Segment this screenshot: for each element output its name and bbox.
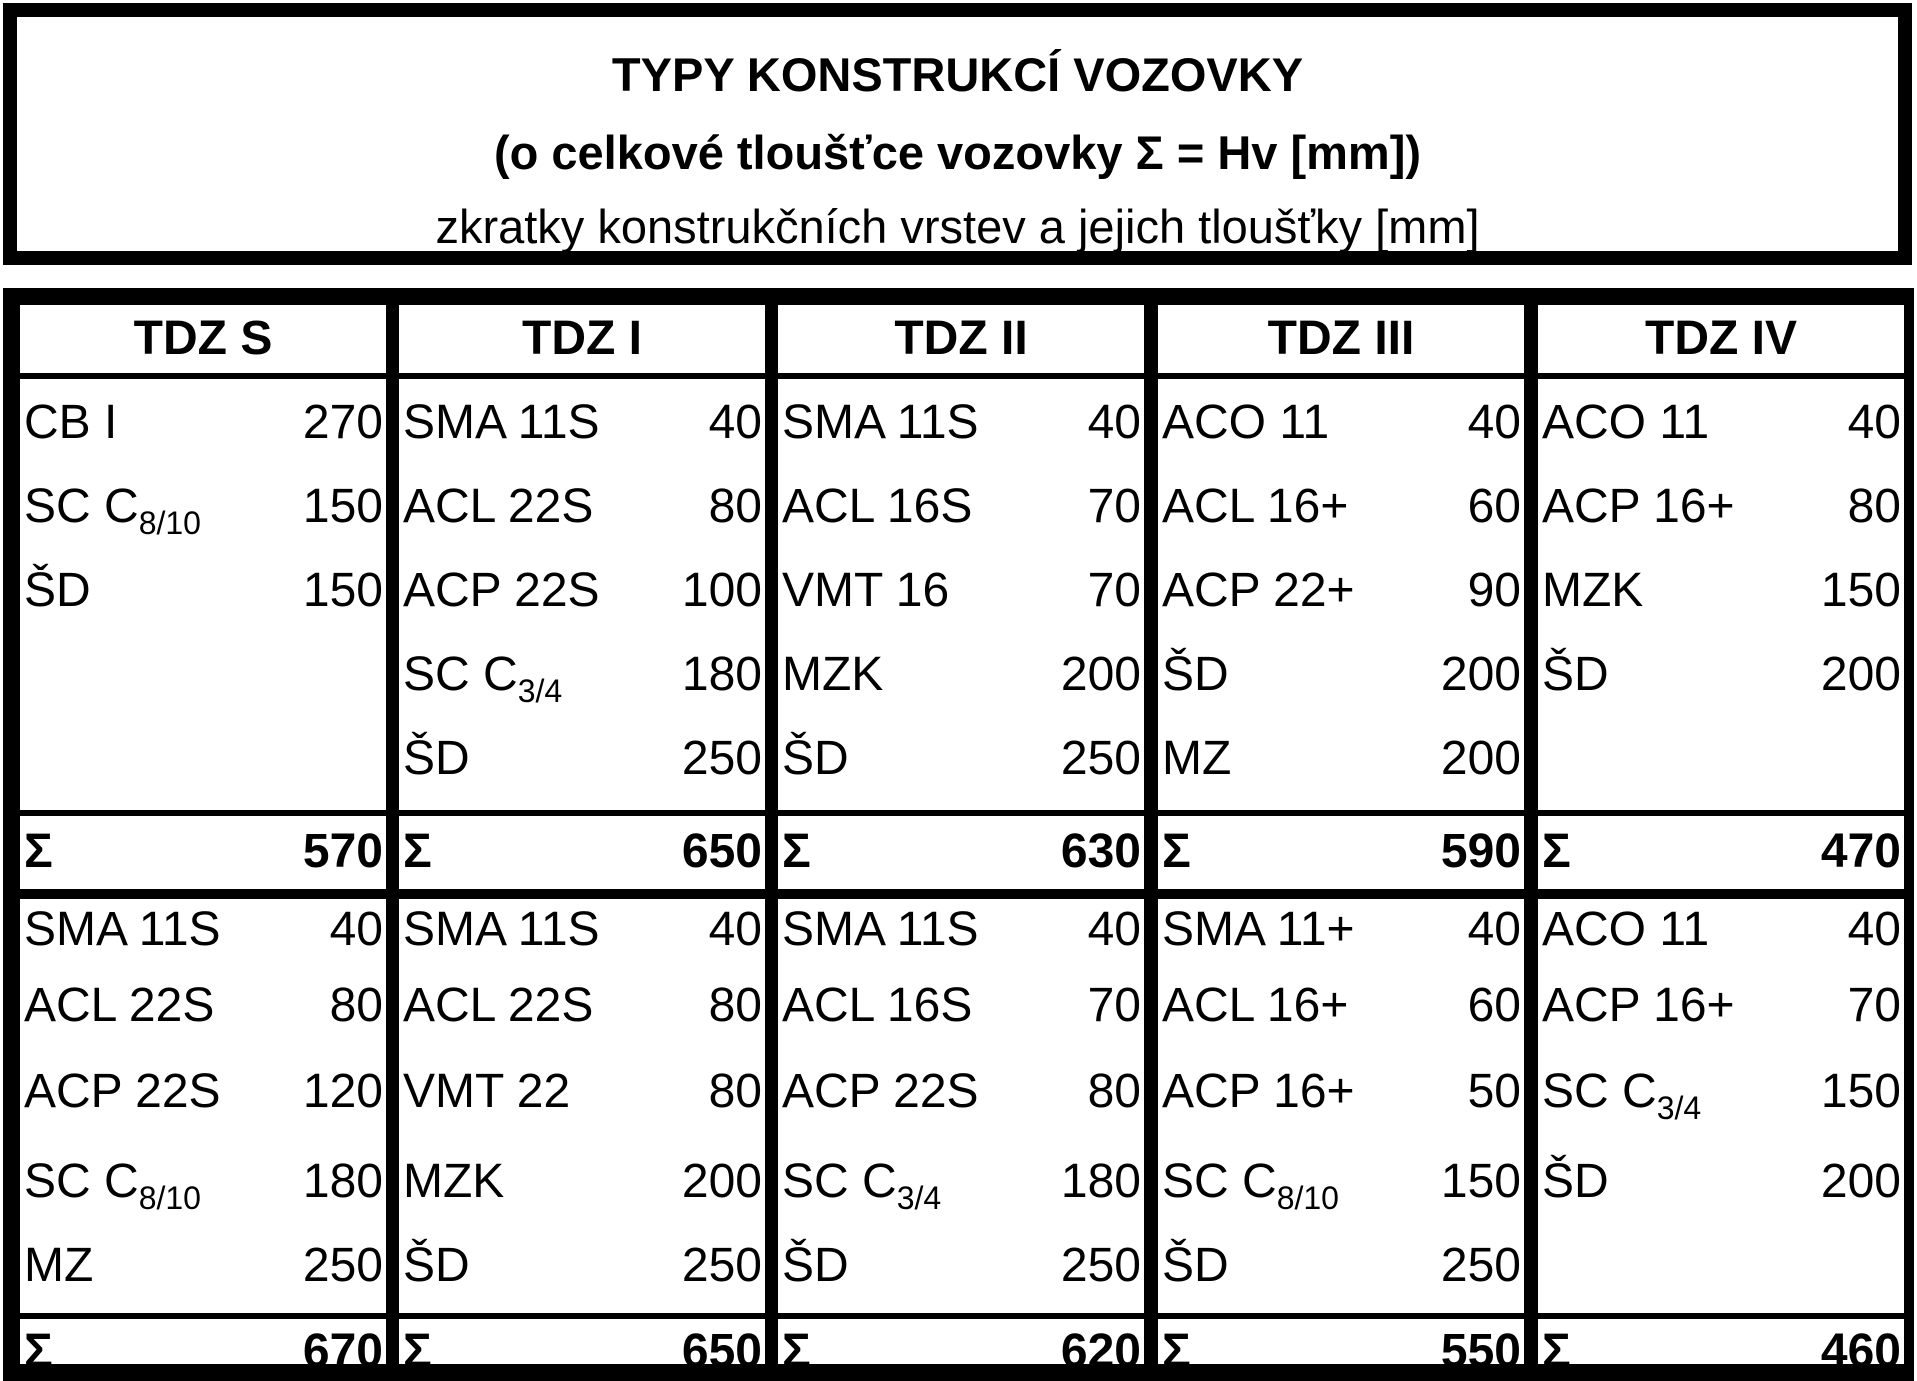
layer-name [1542, 478, 1735, 536]
layer-abbr: SC C [1542, 1065, 1657, 1118]
layer-thickness: 180 [1060, 1155, 1141, 1208]
total-thickness: 630 [1060, 825, 1141, 878]
layer-abbr: SMA 11S [782, 903, 979, 956]
layer-thickness: 40 [708, 396, 762, 449]
sum-symbol: Σ [782, 825, 811, 878]
layer-name [1162, 1063, 1355, 1121]
layer-abbr: ACL 16S [782, 480, 973, 533]
total-thickness: 570 [302, 825, 383, 878]
column-header: TDZ I [522, 312, 642, 365]
layer-name [1542, 901, 1709, 959]
section-divider [1538, 889, 1904, 899]
layer-thickness: 150 [1820, 564, 1901, 617]
tdz-column [778, 305, 1144, 1378]
layer-thickness: 270 [302, 396, 383, 449]
layer-abbr: ACP 16+ [1162, 1065, 1355, 1118]
total-thickness: 590 [1440, 825, 1521, 878]
layer-abbr: ACP 22S [782, 1065, 979, 1118]
layer-abbr: ACP 22S [403, 564, 600, 617]
sum-divider [1538, 1313, 1904, 1319]
layer-name [24, 1237, 93, 1295]
layer-thickness: 90 [1467, 564, 1521, 617]
layer-name [1542, 646, 1609, 704]
layer-name [782, 901, 979, 959]
total-thickness: 670 [302, 1325, 383, 1378]
layer-abbr: SMA 11S [403, 903, 600, 956]
layer-name [24, 977, 214, 1035]
layer-name [403, 730, 470, 788]
layer-thickness: 40 [1087, 396, 1141, 449]
page-title: TYPY KONSTRUKCÍ VOZOVKY [611, 48, 1304, 101]
layer-abbr: SC C [782, 1155, 897, 1208]
layer-thickness: 80 [1087, 1065, 1141, 1118]
sum-symbol: Σ [1162, 825, 1191, 878]
layer-abbr: VMT 22 [403, 1065, 571, 1118]
layer-name [782, 730, 849, 788]
layer-abbr: VMT 16 [782, 564, 950, 617]
layer-abbr: MZ [24, 1239, 94, 1292]
layer-abbr: MZ [1162, 732, 1232, 785]
layer-abbr: ŠD [403, 732, 470, 785]
layer-thickness: 80 [1847, 480, 1901, 533]
layer-thickness: 50 [1467, 1065, 1521, 1118]
layer-name [403, 1153, 504, 1211]
sum-divider [20, 1313, 386, 1319]
column-header: TDZ III [1267, 312, 1415, 365]
layer-abbr: SMA 11S [782, 396, 979, 449]
layer-subscript: 3/4 [896, 1180, 942, 1216]
sum-symbol: Σ [782, 1325, 811, 1378]
layer-thickness: 150 [302, 480, 383, 533]
layer-name [1542, 394, 1709, 452]
layer-subscript: 3/4 [1656, 1090, 1702, 1126]
layer-thickness: 40 [708, 903, 762, 956]
header-divider [20, 373, 386, 379]
section-divider [778, 889, 1144, 899]
layer-abbr: SC C [1162, 1155, 1277, 1208]
layer-name [782, 478, 972, 536]
layer-name [782, 646, 883, 704]
sum-symbol: Σ [403, 825, 432, 878]
layer-abbr: MZK [782, 648, 884, 701]
layer-abbr: MZK [1542, 564, 1644, 617]
title-box [3, 3, 1912, 265]
header-divider [1158, 373, 1524, 379]
layer-thickness: 200 [1060, 648, 1141, 701]
layer-thickness: 200 [1820, 1155, 1901, 1208]
layer-abbr: ŠD [403, 1239, 470, 1292]
layer-abbr: ACL 16+ [1162, 979, 1349, 1032]
column-header: TDZ S [133, 312, 273, 365]
layer-thickness: 200 [1440, 648, 1521, 701]
layer-name [1162, 1153, 1339, 1216]
total-thickness: 470 [1820, 825, 1901, 878]
layer-name [1542, 562, 1643, 620]
layer-name [1542, 1153, 1609, 1211]
sum-symbol: Σ [1542, 825, 1571, 878]
sum-divider [1538, 810, 1904, 816]
layer-thickness: 250 [1060, 732, 1141, 785]
layer-thickness: 40 [1847, 396, 1901, 449]
layer-subscript: 8/10 [138, 505, 201, 541]
layer-thickness: 200 [1820, 648, 1901, 701]
sum-symbol: Σ [1542, 1325, 1571, 1378]
layer-name [1542, 977, 1735, 1035]
layer-name [403, 977, 593, 1035]
layer-name [403, 1063, 570, 1121]
layer-name [24, 1153, 201, 1216]
layer-thickness: 250 [681, 732, 762, 785]
layer-thickness: 70 [1087, 564, 1141, 617]
layer-abbr: ŠD [1542, 648, 1609, 701]
layer-subscript: 8/10 [1276, 1180, 1339, 1216]
layer-abbr: ACP 22S [24, 1065, 221, 1118]
layer-abbr: ŠD [782, 1239, 849, 1292]
layer-name [24, 478, 201, 541]
layer-thickness: 80 [329, 979, 383, 1032]
layer-subscript: 3/4 [517, 673, 563, 709]
sum-divider [1158, 810, 1524, 816]
column-header: TDZ IV [1645, 312, 1797, 365]
layer-name [1162, 646, 1229, 704]
layer-thickness: 180 [681, 648, 762, 701]
layer-abbr: ACL 16S [782, 979, 973, 1032]
layer-name [1162, 394, 1329, 452]
layer-name [1162, 901, 1355, 959]
layer-abbr: SC C [24, 1155, 139, 1208]
layer-name [24, 1063, 221, 1121]
tdz-column [399, 305, 765, 1378]
layer-abbr: ACL 22S [24, 979, 215, 1032]
layer-thickness: 40 [1847, 903, 1901, 956]
layer-abbr: ACP 16+ [1542, 979, 1735, 1032]
layer-name [1162, 1237, 1229, 1295]
sum-symbol: Σ [403, 1325, 432, 1378]
layer-thickness: 150 [302, 564, 383, 617]
layer-abbr: ACP 22+ [1162, 564, 1355, 617]
layer-thickness: 60 [1467, 979, 1521, 1032]
layer-name [1162, 478, 1348, 536]
layer-thickness: 250 [302, 1239, 383, 1292]
header-divider [1538, 373, 1904, 379]
layer-abbr: ŠD [1162, 1239, 1229, 1292]
total-thickness: 650 [681, 825, 762, 878]
layer-thickness: 250 [681, 1239, 762, 1292]
layer-abbr: MZK [403, 1155, 505, 1208]
layer-abbr: ACP 16+ [1542, 480, 1735, 533]
total-thickness: 620 [1060, 1325, 1141, 1378]
layer-thickness: 200 [1440, 732, 1521, 785]
layer-thickness: 60 [1467, 480, 1521, 533]
header-divider [399, 373, 765, 379]
layer-subscript: 8/10 [138, 1180, 201, 1216]
header-divider [778, 373, 1144, 379]
layer-abbr: ŠD [1542, 1155, 1609, 1208]
sum-symbol: Σ [1162, 1325, 1191, 1378]
layer-thickness: 40 [1087, 903, 1141, 956]
layer-abbr: ŠD [1162, 648, 1229, 701]
layer-thickness: 150 [1440, 1155, 1521, 1208]
layer-name [782, 1063, 979, 1121]
layer-name [782, 1153, 942, 1216]
layer-thickness: 150 [1820, 1065, 1901, 1118]
page-caption: zkratky konstrukčních vrstev a jejich tloušťky [mm] [435, 200, 1480, 253]
layer-name [24, 901, 221, 959]
layer-abbr: CB I [24, 396, 118, 449]
layer-abbr: ACO 11 [1542, 396, 1710, 449]
section-divider [1158, 889, 1524, 899]
sum-divider [399, 810, 765, 816]
sum-symbol: Σ [24, 1325, 53, 1378]
layer-abbr: SC C [24, 480, 139, 533]
column-header: TDZ II [894, 312, 1028, 365]
layer-abbr: SC C [403, 648, 518, 701]
sum-symbol: Σ [24, 825, 53, 878]
section-divider [399, 889, 765, 899]
layer-thickness: 250 [1440, 1239, 1521, 1292]
layer-name [1162, 730, 1231, 788]
layer-thickness: 40 [1467, 396, 1521, 449]
sum-divider [20, 810, 386, 816]
layer-thickness: 200 [681, 1155, 762, 1208]
layer-name [403, 1237, 470, 1295]
total-thickness: 550 [1440, 1325, 1521, 1378]
layer-name [24, 394, 117, 452]
layer-thickness: 70 [1087, 979, 1141, 1032]
layer-abbr: ACL 22S [403, 480, 594, 533]
sum-divider [399, 1313, 765, 1319]
tdz-column [20, 305, 386, 1378]
layer-name [403, 646, 563, 709]
layer-thickness: 40 [329, 903, 383, 956]
layer-thickness: 40 [1467, 903, 1521, 956]
layer-name [782, 394, 979, 452]
layer-name [782, 1237, 849, 1295]
sum-divider [778, 1313, 1144, 1319]
layer-name [1542, 1063, 1702, 1126]
layer-abbr: SMA 11S [24, 903, 221, 956]
layer-thickness: 100 [681, 564, 762, 617]
layer-thickness: 70 [1087, 480, 1141, 533]
tdz-column [1538, 305, 1904, 1378]
layer-name [403, 394, 600, 452]
tdz-column [1158, 305, 1524, 1378]
layer-abbr: SMA 11S [403, 396, 600, 449]
layer-name [1162, 977, 1348, 1035]
layer-thickness: 80 [708, 1065, 762, 1118]
layer-name [782, 977, 972, 1035]
layer-thickness: 120 [302, 1065, 383, 1118]
layer-thickness: 70 [1847, 979, 1901, 1032]
layer-name [24, 562, 91, 620]
page-subtitle: (o celkové tloušťce vozovky Σ = Hv [mm]) [493, 126, 1422, 179]
layer-name [782, 562, 949, 620]
section-divider [20, 889, 386, 899]
layer-abbr: ACO 11 [1162, 396, 1330, 449]
layer-abbr: ACL 22S [403, 979, 594, 1032]
layer-thickness: 250 [1060, 1239, 1141, 1292]
layer-thickness: 80 [708, 979, 762, 1032]
layer-thickness: 180 [302, 1155, 383, 1208]
layer-abbr: SMA 11+ [1162, 903, 1355, 956]
layer-name [403, 562, 600, 620]
layer-abbr: ŠD [782, 732, 849, 785]
sum-divider [778, 810, 1144, 816]
sum-divider [1158, 1313, 1524, 1319]
layer-name [403, 901, 600, 959]
layer-abbr: ACO 11 [1542, 903, 1710, 956]
layer-abbr: ACL 16+ [1162, 480, 1349, 533]
total-thickness: 650 [681, 1325, 762, 1378]
layer-abbr: ŠD [24, 564, 91, 617]
layer-name [403, 478, 593, 536]
pavement-structures-table [3, 288, 1914, 1381]
layer-name [1162, 562, 1355, 620]
layer-thickness: 80 [708, 480, 762, 533]
total-thickness: 460 [1820, 1325, 1901, 1378]
